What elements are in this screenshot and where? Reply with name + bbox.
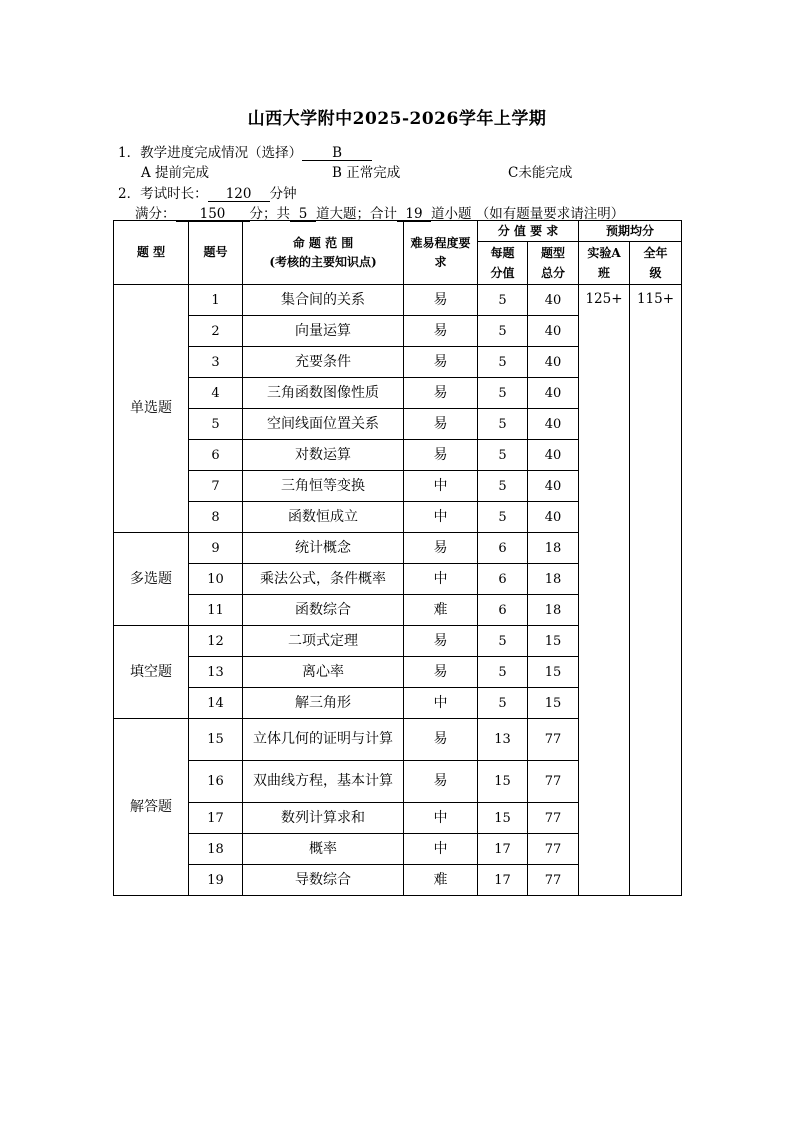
page-title: 山西大学附中2025-2026学年上学期 (247, 109, 547, 129)
question-number-cell: 18 (189, 834, 243, 865)
exam-spec-table (113, 220, 682, 896)
question-number-cell: 3 (189, 347, 243, 378)
per-item-score-cell: 5 (478, 502, 528, 533)
per-item-score-cell: 6 (478, 564, 528, 595)
topic-cell: 函数恒成立 (243, 502, 404, 533)
difficulty-cell: 中 (404, 688, 478, 719)
per-item-score-cell: 5 (478, 688, 528, 719)
difficulty-cell: 易 (404, 409, 478, 440)
question-number-cell: 17 (189, 803, 243, 834)
type-total-score-cell: 40 (528, 316, 579, 347)
per-item-score-cell: 5 (478, 409, 528, 440)
topic-cell: 双曲线方程，基本计算 (243, 761, 404, 803)
header-per-item: 每题分值 (478, 242, 528, 285)
per-item-score-cell: 17 (478, 834, 528, 865)
header-score-group: 分 值 要 求 (478, 221, 579, 242)
topic-cell: 空间线面位置关系 (243, 409, 404, 440)
topic-cell: 充要条件 (243, 347, 404, 378)
difficulty-cell: 易 (404, 533, 478, 564)
per-item-score-cell: 5 (478, 657, 528, 688)
per-item-score-cell: 5 (478, 378, 528, 409)
difficulty-cell: 中 (404, 471, 478, 502)
header-class-a: 实验A班 (579, 242, 630, 285)
score-line (135, 202, 624, 222)
table-header (114, 221, 682, 285)
question-number-cell: 14 (189, 688, 243, 719)
option-a: A 提前完成 (141, 165, 210, 181)
type-total-score-cell: 40 (528, 347, 579, 378)
topic-cell: 数列计算求和 (243, 803, 404, 834)
question-type-cell: 填空题 (114, 626, 189, 719)
per-item-score-cell: 5 (478, 626, 528, 657)
per-item-score-cell: 15 (478, 761, 528, 803)
difficulty-cell: 易 (404, 657, 478, 688)
progress-value: B (302, 146, 372, 161)
question-number-cell: 6 (189, 440, 243, 471)
type-total-score-cell: 15 (528, 657, 579, 688)
per-item-score-cell: 17 (478, 865, 528, 896)
topic-cell: 统计概念 (243, 533, 404, 564)
difficulty-cell: 易 (404, 761, 478, 803)
topic-cell: 概率 (243, 834, 404, 865)
question-number-cell: 12 (189, 626, 243, 657)
topic-cell: 解三角形 (243, 688, 404, 719)
per-item-score-cell: 6 (478, 533, 528, 564)
per-item-score-cell: 5 (478, 316, 528, 347)
big-count-label: 分；共 (249, 206, 290, 222)
topic-cell: 立体几何的证明与计算 (243, 719, 404, 761)
question-number-cell: 9 (189, 533, 243, 564)
header-type: 题 型 (114, 221, 189, 285)
type-total-score-cell: 40 (528, 502, 579, 533)
header-grade: 全年级 (630, 242, 682, 285)
topic-cell: 对数运算 (243, 440, 404, 471)
type-total-score-cell: 40 (528, 285, 579, 316)
header-scope-line2: (考核的主要知识点) (269, 254, 377, 269)
duration-unit: 分钟 (269, 186, 297, 202)
difficulty-cell: 易 (404, 626, 478, 657)
type-total-score-cell: 40 (528, 378, 579, 409)
type-total-score-cell: 77 (528, 761, 579, 803)
question-number-cell: 16 (189, 761, 243, 803)
difficulty-cell: 中 (404, 502, 478, 533)
question-number-cell: 10 (189, 564, 243, 595)
header-scope-line1: 命 题 范 围 (292, 235, 354, 250)
per-item-score-cell: 5 (478, 440, 528, 471)
small-count-label: 道大题；合计 (316, 206, 397, 222)
difficulty-cell: 中 (404, 803, 478, 834)
option-c: C未能完成 (508, 165, 573, 181)
question-number-cell: 2 (189, 316, 243, 347)
per-item-score-cell: 5 (478, 285, 528, 316)
difficulty-cell: 难 (404, 865, 478, 896)
topic-cell: 离心率 (243, 657, 404, 688)
per-item-score-cell: 5 (478, 471, 528, 502)
type-total-score-cell: 77 (528, 834, 579, 865)
difficulty-cell: 易 (404, 316, 478, 347)
difficulty-cell: 易 (404, 347, 478, 378)
option-b: B 正常完成 (332, 165, 401, 181)
type-total-score-cell: 77 (528, 865, 579, 896)
difficulty-cell: 易 (404, 719, 478, 761)
full-score-value: 150 (176, 207, 250, 222)
question-number-cell: 13 (189, 657, 243, 688)
duration-value: 120 (208, 187, 270, 202)
difficulty-cell: 易 (404, 378, 478, 409)
difficulty-cell: 难 (404, 595, 478, 626)
header-type-total: 题型总分 (528, 242, 579, 285)
difficulty-cell: 易 (404, 285, 478, 316)
topic-cell: 二项式定理 (243, 626, 404, 657)
type-total-score-cell: 18 (528, 595, 579, 626)
question-type-cell: 多选题 (114, 533, 189, 626)
difficulty-cell: 中 (404, 564, 478, 595)
expected-class-a: 125+ (579, 285, 630, 896)
header-no: 题号 (189, 221, 243, 285)
topic-cell: 乘法公式，条件概率 (243, 564, 404, 595)
question-number-cell: 1 (189, 285, 243, 316)
header-scope (243, 221, 404, 285)
type-total-score-cell: 15 (528, 626, 579, 657)
topic-cell: 三角函数图像性质 (243, 378, 404, 409)
header-difficulty: 难易程度要求 (404, 221, 478, 285)
progress-line (118, 141, 372, 161)
question-number-cell: 15 (189, 719, 243, 761)
topic-cell: 三角恒等变换 (243, 471, 404, 502)
type-total-score-cell: 77 (528, 719, 579, 761)
question-number-cell: 19 (189, 865, 243, 896)
question-number-cell: 5 (189, 409, 243, 440)
table-body (114, 285, 682, 896)
per-item-score-cell: 6 (478, 595, 528, 626)
progress-label: 1．教学进度完成情况（选择） (118, 145, 303, 161)
question-number-cell: 11 (189, 595, 243, 626)
question-number-cell: 4 (189, 378, 243, 409)
duration-line (118, 182, 297, 202)
difficulty-cell: 中 (404, 834, 478, 865)
per-item-score-cell: 13 (478, 719, 528, 761)
question-type-cell: 单选题 (114, 285, 189, 533)
expected-grade: 115+ (630, 285, 682, 896)
type-total-score-cell: 15 (528, 688, 579, 719)
topic-cell: 导数综合 (243, 865, 404, 896)
type-total-score-cell: 18 (528, 533, 579, 564)
type-total-score-cell: 40 (528, 471, 579, 502)
type-total-score-cell: 77 (528, 803, 579, 834)
type-total-score-cell: 40 (528, 409, 579, 440)
type-total-score-cell: 40 (528, 440, 579, 471)
full-score-label: 满分： (135, 206, 176, 222)
question-number-cell: 8 (189, 502, 243, 533)
type-total-score-cell: 18 (528, 564, 579, 595)
question-number-cell: 7 (189, 471, 243, 502)
difficulty-cell: 易 (404, 440, 478, 471)
topic-cell: 函数综合 (243, 595, 404, 626)
score-line-note: 道小题 （如有题量要求请注明） (431, 206, 625, 222)
topic-cell: 集合间的关系 (243, 285, 404, 316)
per-item-score-cell: 15 (478, 803, 528, 834)
topic-cell: 向量运算 (243, 316, 404, 347)
per-item-score-cell: 5 (478, 347, 528, 378)
header-expected-group: 预期均分 (579, 221, 682, 242)
question-type-cell: 解答题 (114, 719, 189, 896)
table-row (114, 285, 682, 316)
big-count-value: 5 (290, 207, 316, 222)
duration-label: 2．考试时长： (118, 186, 208, 202)
small-count-value: 19 (397, 207, 431, 222)
